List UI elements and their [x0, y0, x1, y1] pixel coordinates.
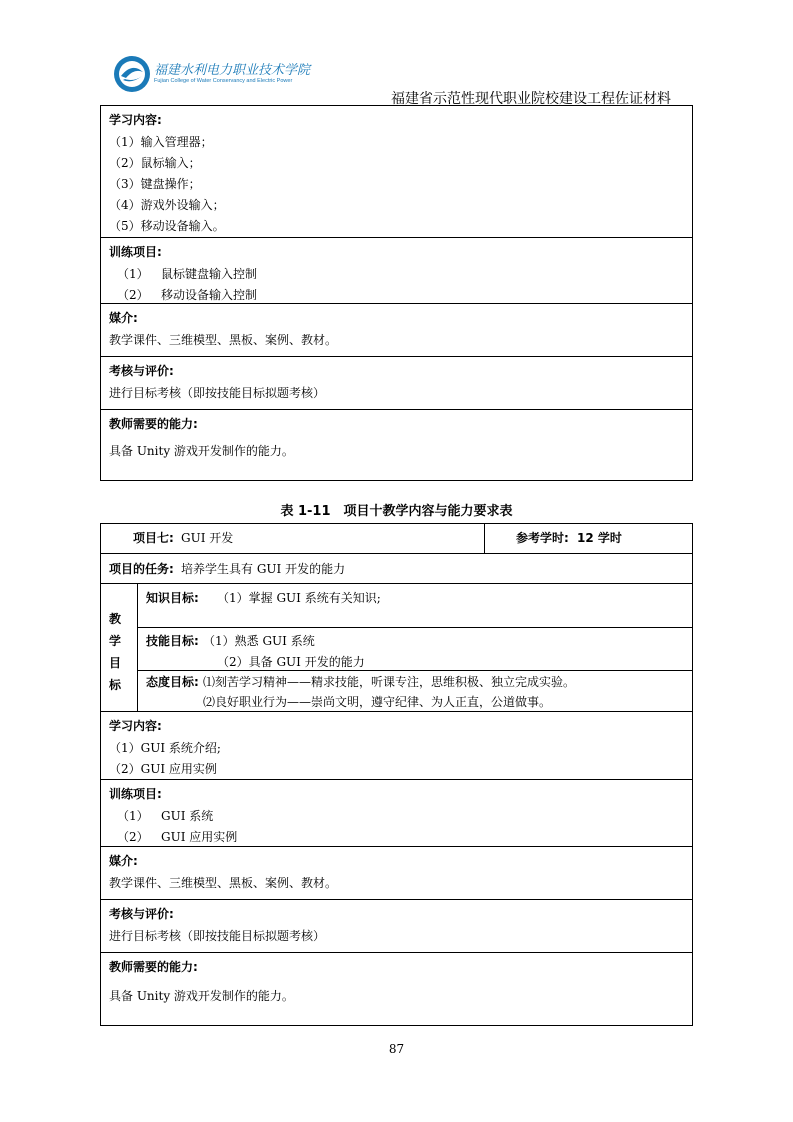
section-text: 教学课件、三维模型、黑板、案例、教材。	[109, 333, 338, 347]
task-text: 培养学生具有 GUI 开发的能力	[181, 562, 346, 576]
training-section	[101, 237, 692, 303]
row-divider	[137, 670, 692, 671]
cell-divider	[484, 524, 485, 553]
section-title: 学习内容:	[109, 113, 162, 127]
project-label: 项目七:	[133, 531, 174, 545]
section-title: 训练项目:	[109, 787, 162, 801]
list-item: （2）GUI 应用实例	[109, 762, 217, 776]
list-item: （1）输入管理器；	[109, 135, 213, 149]
section-title: 教师需要的能力:	[109, 417, 198, 431]
training-section	[101, 779, 692, 846]
list-item: GUI 应用实例	[161, 830, 238, 844]
page-number: 87	[388, 1042, 405, 1056]
section-title: 媒介:	[109, 854, 138, 868]
logo-english-name: Fujian College of Water Conservancy and Electric Power	[154, 78, 293, 84]
table-caption: 表 1-11 项目十教学内容与能力要求表	[280, 504, 513, 519]
teacher-ability-section	[101, 409, 692, 480]
learning-content-section	[101, 106, 692, 237]
list-item-number: （2）	[117, 830, 149, 844]
attitude-item: ⑴刻苦学习精神——精求技能，听课专注，思维积极、独立完成实验。	[203, 675, 576, 689]
section-text: 进行目标考核（即按技能目标拟题考核）	[109, 929, 326, 943]
teacher-ability-section	[101, 952, 692, 1025]
task-label: 项目的任务:	[109, 562, 174, 576]
list-item-number: （1）	[117, 267, 149, 281]
section-text: 进行目标考核（即按技能目标拟题考核）	[109, 386, 326, 400]
list-item-number: （1）	[117, 809, 149, 823]
learning-content-section	[101, 711, 692, 779]
section-title: 教师需要的能力:	[109, 960, 198, 974]
goals-char: 教	[109, 612, 122, 626]
row-divider	[137, 627, 692, 628]
list-item: （2）鼠标输入；	[109, 156, 201, 170]
list-item: 鼠标键盘输入控制	[161, 267, 258, 281]
logo-chinese-name: 福建水利电力职业技术学院	[154, 63, 311, 78]
list-item: GUI 系统	[161, 809, 214, 823]
knowledge-label: 知识目标:	[146, 591, 199, 605]
cell-divider	[137, 584, 138, 712]
list-item: （4）游戏外设输入；	[109, 198, 225, 212]
section-title: 考核与评价:	[109, 907, 174, 921]
assessment-section	[101, 899, 692, 952]
college-emblem-icon	[112, 54, 152, 94]
list-item: （5）移动设备输入。	[109, 219, 225, 233]
project-row	[101, 524, 692, 553]
table-1	[100, 105, 693, 481]
section-text: 具备 Unity 游戏开发制作的能力。	[109, 989, 294, 1003]
project-name: GUI 开发	[181, 531, 234, 545]
skill-label: 技能目标:	[146, 634, 199, 648]
section-title: 考核与评价:	[109, 364, 174, 378]
task-row	[101, 553, 692, 583]
goals-char: 标	[109, 678, 122, 692]
assessment-section	[101, 356, 692, 409]
media-section	[101, 303, 692, 356]
goals-char: 目	[109, 656, 122, 670]
teaching-goals-block	[101, 583, 692, 711]
goals-char: 学	[109, 634, 122, 648]
attitude-item: ⑵良好职业行为——崇尚文明，遵守纪律、为人正直，公道做事。	[203, 695, 552, 709]
table-2	[100, 523, 693, 1026]
hours-label: 参考学时:	[516, 531, 569, 545]
list-item: （3）键盘操作；	[109, 177, 201, 191]
section-text: 教学课件、三维模型、黑板、案例、教材。	[109, 876, 338, 890]
section-text: 具备 Unity 游戏开发制作的能力。	[109, 444, 294, 458]
page-header-title: 福建省示范性现代职业院校建设工程佐证材料	[391, 91, 671, 107]
section-title: 媒介:	[109, 311, 138, 325]
knowledge-item: （1）掌握 GUI 系统有关知识;	[217, 591, 381, 605]
section-title: 训练项目:	[109, 245, 162, 259]
skill-item: （2）具备 GUI 开发的能力	[217, 655, 365, 669]
attitude-label: 态度目标:	[146, 675, 199, 689]
college-logo	[112, 54, 311, 94]
list-item: （1）GUI 系统介绍;	[109, 741, 221, 755]
section-title: 学习内容:	[109, 719, 162, 733]
list-item: 移动设备输入控制	[161, 288, 258, 302]
media-section	[101, 846, 692, 899]
list-item-number: （2）	[117, 288, 149, 302]
skill-item: （1）熟悉 GUI 系统	[203, 634, 315, 648]
hours-value: 12 学时	[577, 531, 622, 545]
